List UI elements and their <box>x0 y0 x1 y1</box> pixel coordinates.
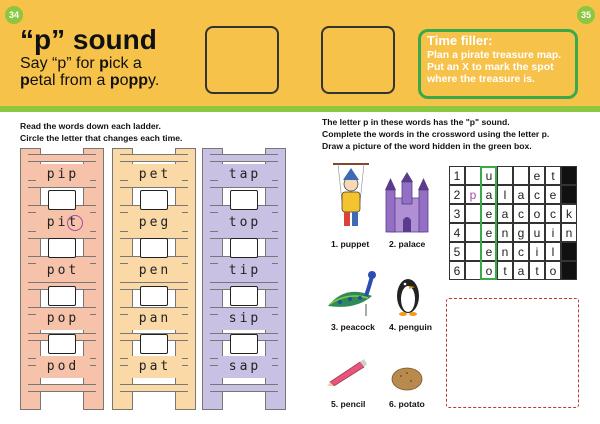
crossword-cell[interactable]: t <box>529 261 545 280</box>
answer-box[interactable] <box>140 238 168 258</box>
subtitle-highlight: pp <box>128 72 149 89</box>
crossword-cell[interactable]: 5 <box>449 242 465 261</box>
subtitle-highlight: p <box>99 55 109 72</box>
crossword-cell[interactable]: e <box>529 166 545 185</box>
crossword-cell[interactable]: k <box>561 204 577 223</box>
potato-picture <box>390 366 424 392</box>
ladder-word: pan <box>128 308 182 330</box>
subtitle-line-2 <box>20 72 159 90</box>
crossword-cell[interactable]: p <box>465 185 481 204</box>
crossword-cell[interactable] <box>465 166 481 185</box>
word-ladder <box>112 148 196 410</box>
ladder-word: pip <box>36 164 90 186</box>
ladder-word: sap <box>218 356 272 378</box>
puppet-picture <box>328 162 374 232</box>
crossword-cell[interactable]: a <box>481 185 497 204</box>
crossword-cell[interactable]: 4 <box>449 223 465 242</box>
crossword-cell[interactable]: i <box>529 242 545 261</box>
crossword-cell[interactable]: e <box>481 204 497 223</box>
time-filler-box <box>418 29 578 99</box>
pencil-picture <box>326 356 368 386</box>
hidden-word-highlight <box>480 166 497 280</box>
word-ladder <box>20 148 104 410</box>
ladder-word: tip <box>218 260 272 282</box>
subtitle-highlight: p <box>109 72 120 89</box>
crossword-cell[interactable]: l <box>497 185 513 204</box>
crossword-cell[interactable]: n <box>561 223 577 242</box>
crossword-cell[interactable]: t <box>497 261 513 280</box>
instruction-line: The letter p in these words has the "p" sound. <box>322 117 510 127</box>
palace-picture <box>384 172 430 234</box>
ladder-rung <box>28 384 96 392</box>
crossword-cell[interactable]: i <box>545 223 561 242</box>
ladder-word: top <box>218 212 272 234</box>
picture-caption: 6. potato <box>389 399 425 409</box>
page-title: “p” sound <box>20 24 157 55</box>
ladder-word: pop <box>36 308 90 330</box>
picture-caption: 4. penguin <box>389 322 432 332</box>
time-filler-title: Time filler: <box>427 33 493 48</box>
crossword-black-cell <box>561 166 577 185</box>
ladder-instructions <box>20 120 182 144</box>
page-number-right: 35 <box>577 6 595 24</box>
picture-caption: 3. peacock <box>331 322 375 332</box>
crossword-cell[interactable]: a <box>513 185 529 204</box>
crossword-cell[interactable] <box>465 261 481 280</box>
answer-box[interactable] <box>48 190 76 210</box>
picture-caption: 2. palace <box>389 239 426 249</box>
word-ladder <box>202 148 286 410</box>
crossword-cell[interactable] <box>465 242 481 261</box>
crossword-cell[interactable]: u <box>481 166 497 185</box>
subtitle-text: y. <box>148 72 160 89</box>
crossword-cell[interactable]: g <box>513 223 529 242</box>
crossword-black-cell <box>561 261 577 280</box>
crossword-cell[interactable]: e <box>545 185 561 204</box>
answer-box[interactable] <box>48 238 76 258</box>
ladder-rung <box>28 154 96 162</box>
crossword-cell[interactable]: u <box>529 223 545 242</box>
crossword-cell[interactable] <box>465 223 481 242</box>
ladder-word: pat <box>128 356 182 378</box>
crossword-cell[interactable]: c <box>529 185 545 204</box>
ladder-rung <box>210 384 278 392</box>
sticker-frame-2 <box>321 26 395 94</box>
instruction-line: Complete the words in the crossword using the letter p. <box>322 129 550 139</box>
header-stripe <box>0 106 600 112</box>
crossword-cell[interactable]: 6 <box>449 261 465 280</box>
ladder-word: sip <box>218 308 272 330</box>
answer-box[interactable] <box>230 334 258 354</box>
ladder-word: pot <box>36 260 90 282</box>
crossword-cell[interactable]: n <box>497 242 513 261</box>
answer-box[interactable] <box>140 286 168 306</box>
ladder-word: pen <box>128 260 182 282</box>
ladder-word: peg <box>128 212 182 234</box>
answer-box[interactable] <box>140 334 168 354</box>
crossword-cell[interactable]: t <box>545 166 561 185</box>
crossword-cell[interactable]: c <box>513 242 529 261</box>
ladder-word: pit <box>36 212 90 234</box>
crossword-cell[interactable] <box>497 166 513 185</box>
drawing-area[interactable] <box>446 298 579 408</box>
subtitle-text: etal from a <box>29 72 110 89</box>
ladder-word: pod <box>36 356 90 378</box>
time-filler-line: where the treasure is. <box>427 73 535 85</box>
crossword-cell[interactable]: 1 <box>449 166 465 185</box>
time-filler-line: Put an X to mark the spot <box>427 61 554 73</box>
crossword-cell[interactable]: l <box>545 242 561 261</box>
crossword-cell[interactable]: a <box>497 204 513 223</box>
page-number-left: 34 <box>5 6 23 24</box>
crossword-cell[interactable]: 2 <box>449 185 465 204</box>
crossword-cell[interactable]: n <box>497 223 513 242</box>
subtitle-text: ick a <box>108 55 142 72</box>
answer-box[interactable] <box>48 286 76 306</box>
instruction-line: Read the words down each ladder. <box>20 121 161 131</box>
time-filler-line: Plan a pirate treasure map. <box>427 49 562 61</box>
crossword-instructions <box>322 116 549 152</box>
ladder-word: pet <box>128 164 182 186</box>
ladder-rung <box>120 384 188 392</box>
subtitle-highlight: p <box>20 72 30 89</box>
crossword-cell[interactable]: e <box>481 223 497 242</box>
crossword-cell[interactable]: e <box>481 242 497 261</box>
crossword-cell[interactable]: o <box>545 261 561 280</box>
penguin-picture <box>393 272 423 316</box>
ladder-rung <box>210 154 278 162</box>
answer-box[interactable] <box>230 238 258 258</box>
answer-box[interactable] <box>230 286 258 306</box>
crossword-cell[interactable]: o <box>529 204 545 223</box>
answer-box[interactable] <box>230 190 258 210</box>
picture-caption: 1. puppet <box>331 239 370 249</box>
crossword-cell[interactable]: c <box>513 204 529 223</box>
crossword-cell[interactable] <box>513 166 529 185</box>
sticker-frame-1 <box>205 26 279 94</box>
instruction-line: Draw a picture of the word hidden in the green box. <box>322 141 532 151</box>
crossword-cell[interactable]: c <box>545 204 561 223</box>
ladder-word: tap <box>218 164 272 186</box>
peacock-picture <box>326 266 382 322</box>
crossword-cell[interactable]: a <box>513 261 529 280</box>
subtitle-text: Say “p” for <box>20 55 100 72</box>
answer-box[interactable] <box>140 190 168 210</box>
answer-box[interactable] <box>48 334 76 354</box>
crossword-black-cell <box>561 242 577 261</box>
crossword-cell[interactable]: o <box>481 261 497 280</box>
subtitle-text: o <box>119 72 129 89</box>
crossword-cell[interactable] <box>465 204 481 223</box>
crossword-cell[interactable]: 3 <box>449 204 465 223</box>
subtitle-line-1 <box>20 55 142 73</box>
instruction-line: Circle the letter that changes each time. <box>20 133 183 143</box>
ladder-rung <box>120 154 188 162</box>
picture-caption: 5. pencil <box>331 399 366 409</box>
circled-letter <box>67 215 83 231</box>
crossword-black-cell <box>561 185 577 204</box>
